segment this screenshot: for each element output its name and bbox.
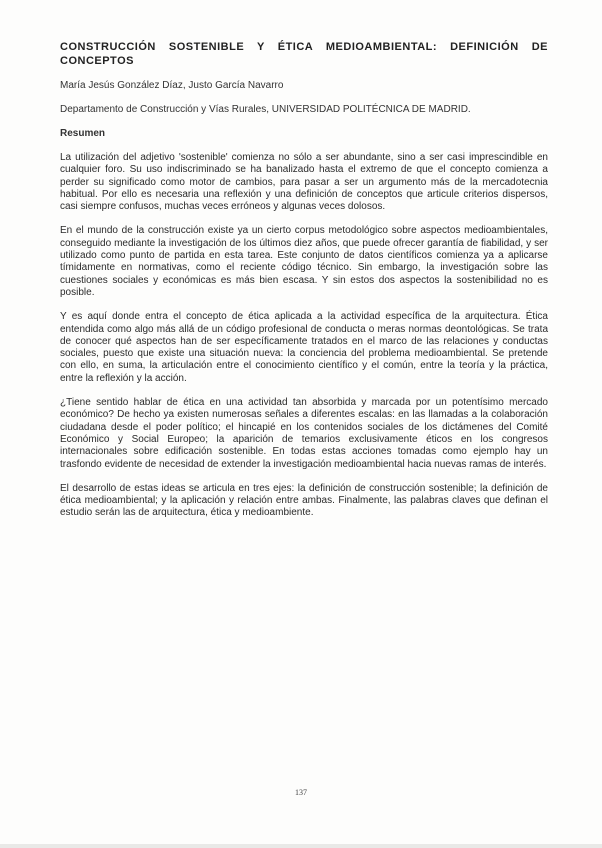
abstract-paragraph-2: En el mundo de la construcción existe ya un cierto corpus metodológico sobre aspectos medioambientales, conseguido mediante la investigación de los últimos diez años, que puede ofrecer garantía de fiabilidad, y ser utilizado como punto de partida en esta tarea. Este conjunto de datos científicos comienza ya a aplicarse tímidamente en normativas, como el reciente código técnico. Sin embargo, la investigación sobre las cuestiones sociales y económicas es más bien escasa. Y sin estos dos aspectos la sostenibilidad no es posible.: [60, 225, 548, 298]
abstract-paragraph-3: Y es aquí donde entra el concepto de ética aplicada a la actividad específica de la arquitectura. Ética entendida como algo más allá de un código profesional de conducta o meras normas deontológicas. Se trata de conocer qué aspectos han de ser específicamente tratados en el marco de las relaciones y conductas sociales, puesto que existe una situación nueva: la conciencia del problema medioambiental. Se pretende con ello, en suma, la articulación entre el conocimiento científico y el común, entre la teoría y la práctica, entre la reflexión y la acción.: [60, 311, 548, 384]
abstract-paragraph-5: El desarrollo de estas ideas se articula en tres ejes: la definición de construcción sostenible; la definición de ética medioambiental; y la aplicación y relación entre ambas. Finalmente, las palabras claves que definan el estudio serán las de arquitectura, ética y medioambiente.: [60, 482, 548, 519]
page-number: 137: [295, 788, 307, 797]
scan-bottom-edge: [0, 844, 602, 848]
paper-title: CONSTRUCCIÓN SOSTENIBLE Y ÉTICA MEDIOAMBIENTAL: DEFINICIÓN DE CONCEPTOS: [60, 41, 548, 67]
paper-affiliation: Departamento de Construcción y Vías Rurales, UNIVERSIDAD POLITÉCNICA DE MADRID.: [60, 104, 471, 115]
paper-body: [60, 40, 548, 532]
abstract-heading: Resumen: [60, 128, 106, 139]
paper-authors: María Jesús González Díaz, Justo García Navarro: [60, 80, 284, 91]
abstract-paragraph-4: ¿Tiene sentido hablar de ética en una actividad tan absorbida y marcada por un potentísimo mercado económico? De hecho ya existen numerosas señales a diferentes escalas: en las llamadas a la colaboración ciudadana desde el poder político; el hincapié en los contenidos sociales de los dictámenes del Comité Económico y Social Europeo; la aparición de temarios exclusivamente éticos en los congresos internacionales sobre edificación sostenible. En todas estas acciones tomadas como ejemplo hay un trasfondo evidente de necesidad de extender la investigación medioambiental hacia nuevas ramas de interés.: [60, 397, 548, 470]
abstract-paragraph-1: La utilización del adjetivo 'sostenible' comienza no sólo a ser abundante, sino a ser casi imprescindible en cualquier foro. Su uso indiscriminado se ha banalizado hasta el extremo de que el concepto comienza a perder su significado como motor de cambios, para pasar a ser un argumento más de la mercadotecnia habitual. Por ello es necesaria una reflexión y una definición de conceptos que articule criterios dispersos, casi siempre confusos, muchas veces erróneos y algunas veces dolosos.: [60, 152, 548, 213]
